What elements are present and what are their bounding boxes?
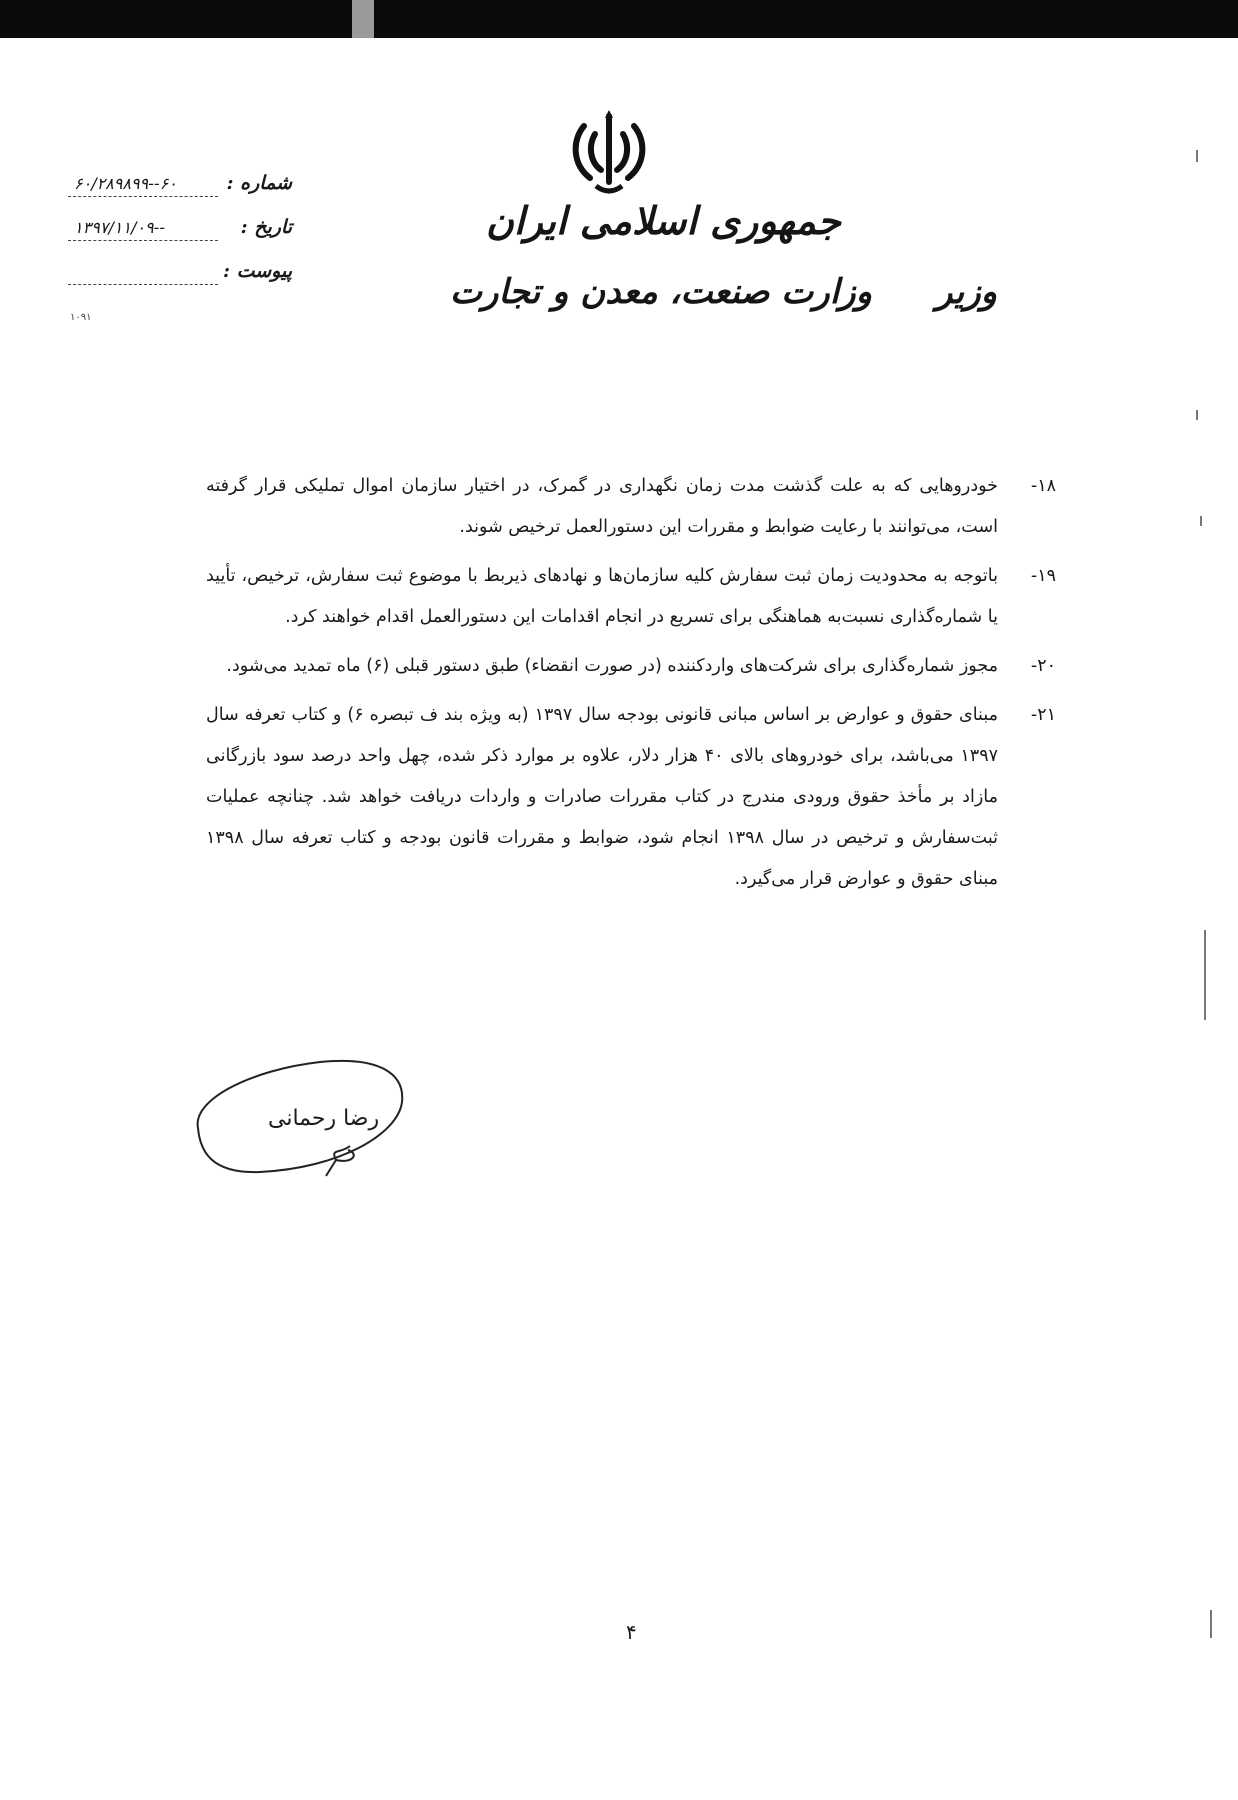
item-text: مبنای حقوق و عوارض بر اساس مبانی قانونی بودجه سال ۱۳۹۷ (به ویژه بند ف تبصره ۶) و کتاب تعرفه سال ۱۳۹۷ می‌باشد، برای خودروهای بالای ۴۰ هزار دلار، علاوه بر موارد ذکر شده، چهل واحد درصد سود بازرگانی مازاد بر مأخذ حقوق ورودی مندرج در کتاب مقررات صادرات و واردات دریافت خواهد شد. چنانچه عملیات ثبت‌سفارش و ترخیص در سال ۱۳۹۸ انجام شود، ضوابط و مقررات قانون بودجه و کتاب تعرفه سال ۱۳۹۸ مبنای حقوق و عوارض قرار می‌گیرد. bbox=[206, 705, 998, 889]
item-text: باتوجه به محدودیت زمان ثبت سفارش کلیه سازمان‌ها و نهادهای ذیربط با موضوع ثبت سفارش، ترخیص، تأیید یا شماره‌گذاری نسبت‌به هماهنگی برای تسریع در انجام اقدامات این دستورالعمل اقدام خواهند کرد. bbox=[206, 566, 998, 627]
list-item bbox=[206, 646, 1056, 687]
list-item bbox=[206, 466, 1056, 548]
date-label: تاریخ : bbox=[240, 216, 292, 238]
item-number: ۱۹- bbox=[1030, 566, 1056, 586]
margin-note: ۱۰۹۱ bbox=[70, 312, 92, 323]
scan-top-tab bbox=[352, 0, 374, 38]
attachment-line bbox=[68, 284, 218, 285]
number-value: ۶۰/۲۸۹۸۹۹--۶۰ bbox=[74, 174, 177, 193]
scan-top-bar bbox=[0, 0, 1238, 38]
ministry-title: وزارت صنعت، معدن و تجارت bbox=[450, 272, 872, 312]
attachment-row bbox=[62, 260, 292, 304]
date-line bbox=[68, 240, 218, 241]
minister-title: وزیر bbox=[936, 272, 998, 312]
country-title: جمهوری اسلامی ایران bbox=[486, 198, 841, 243]
scan-speck bbox=[1200, 516, 1202, 526]
scan-speck bbox=[1196, 410, 1198, 420]
item-number: ۲۰- bbox=[1030, 656, 1056, 676]
date-value: ۱۳۹۷/۱۱/۰۹-- bbox=[74, 218, 166, 237]
item-number: ۱۸- bbox=[1030, 476, 1056, 496]
scan-speck bbox=[1210, 1610, 1212, 1638]
attachment-label: پیوست : bbox=[222, 260, 292, 282]
number-line bbox=[68, 196, 218, 197]
scan-speck bbox=[1204, 930, 1206, 1020]
signatory-name: رضا رحمانی bbox=[268, 1106, 380, 1131]
iran-emblem-icon bbox=[568, 106, 650, 198]
item-text: مجوز شماره‌گذاری برای شرکت‌های واردکننده (در صورت انقضاء) طبق دستور قبلی (۶) ماه تمدید می‌شود. bbox=[226, 656, 998, 676]
date-row bbox=[62, 216, 292, 260]
letter-meta bbox=[62, 172, 292, 304]
scan-speck bbox=[1196, 150, 1198, 162]
number-label: شماره : bbox=[226, 172, 292, 194]
item-text: خودروهایی که به علت گذشت مدت زمان نگهداری در گمرک، در اختیار سازمان اموال تملیکی قرار گرفته است، می‌توانند با رعایت ضوابط و مقررات این دستورالعمل ترخیص شوند. bbox=[206, 476, 998, 537]
item-number: ۲۱- bbox=[1030, 705, 1056, 725]
list-item bbox=[206, 556, 1056, 638]
letter-body bbox=[206, 466, 1056, 908]
page-number: ۴ bbox=[626, 1620, 637, 1644]
number-row bbox=[62, 172, 292, 216]
list-item bbox=[206, 695, 1056, 900]
